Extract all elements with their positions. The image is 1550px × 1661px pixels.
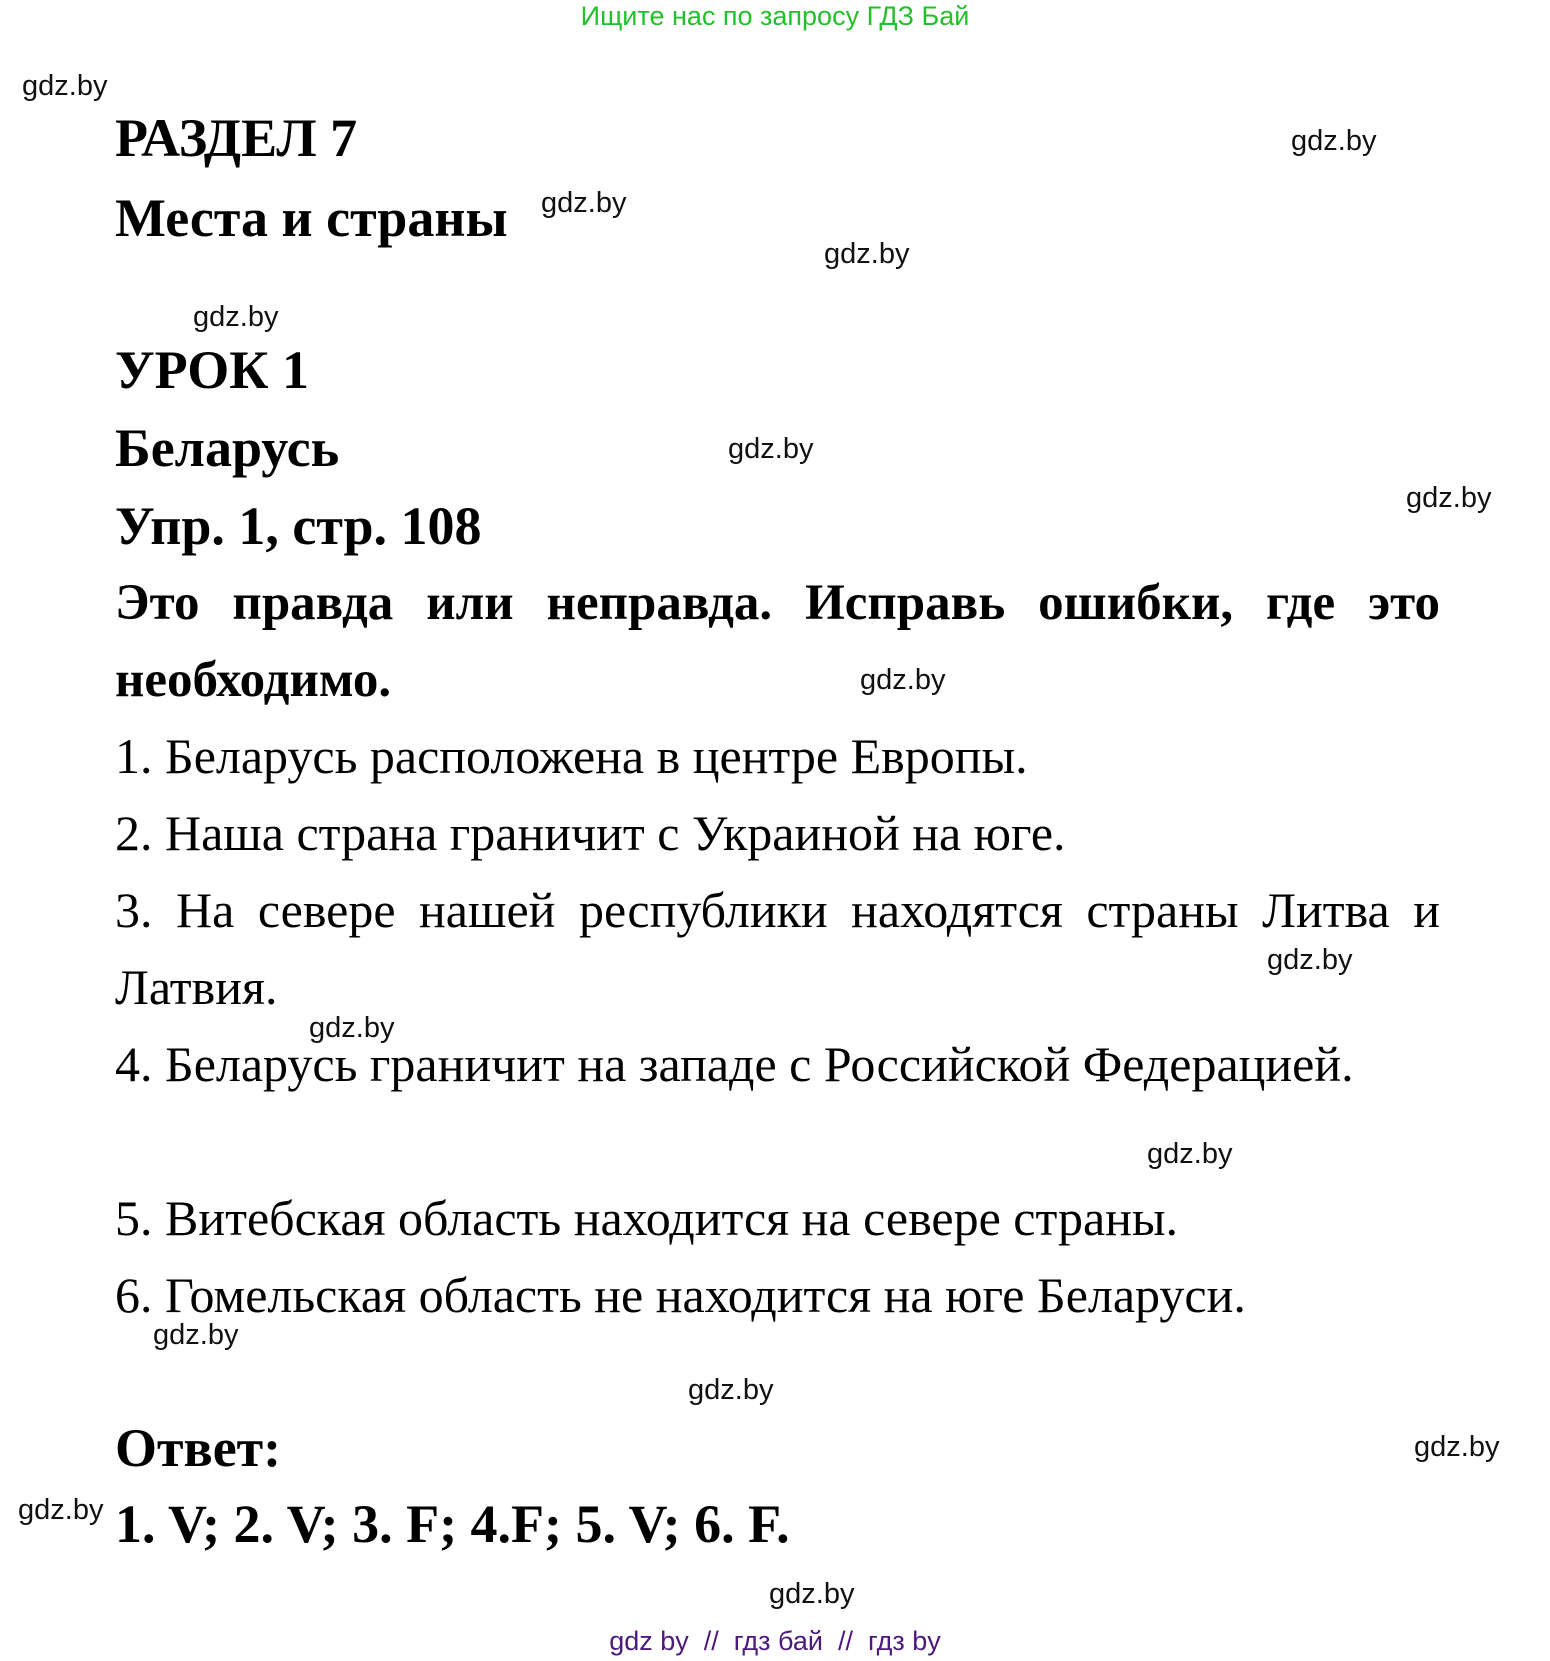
watermark: gdz.by [1291,125,1377,157]
watermark: gdz.by [193,301,279,333]
watermark: gdz.by [728,433,814,465]
section-title: Места и страны [115,188,508,248]
statement-4: 4. Беларусь граничит на западе с Российской Федерацией. [115,1036,1354,1092]
lesson-title: Беларусь [115,418,340,478]
watermark: gdz.by [769,1578,855,1610]
watermark: gdz.by [18,1494,104,1526]
statement-5: 5. Витебская область находится на севере страны. [115,1190,1178,1246]
answer-value: 1. V; 2. V; 3. F; 4.F; 5. V; 6. F. [115,1494,790,1554]
watermark: gdz.by [1414,1431,1500,1463]
watermark: gdz.by [22,70,108,102]
watermark: gdz.by [824,238,910,270]
statement-6: 6. Гомельская область не находится на юге Беларуси. [115,1267,1246,1323]
statement-1: 1. Беларусь расположена в центре Европы. [115,728,1028,784]
exercise-heading: Упр. 1, стр. 108 [115,496,482,556]
watermark: gdz.by [860,664,946,696]
statement-2: 2. Наша страна граничит с Украиной на юге. [115,805,1066,861]
watermark: gdz.by [688,1374,774,1406]
lesson-heading: УРОК 1 [115,340,309,400]
section-heading: РАЗДЕЛ 7 [115,108,358,168]
watermark: gdz.by [1147,1138,1233,1170]
watermark: gdz.by [1267,944,1353,976]
answer-label: Ответ: [115,1418,282,1478]
top-banner: Ищите нас по запросу ГДЗ Бай [580,1,970,31]
watermark: gdz.by [153,1319,239,1351]
statement-3: 3. На севере нашей республики находятся страны Литва и Латвия. [115,882,1440,1015]
task-instruction: Это правда или неправда. Исправь ошибки, где это необходимо. [115,575,1440,708]
watermark: gdz.by [541,187,627,219]
watermark: gdz.by [309,1012,395,1044]
footer-links[interactable]: gdz by // гдз бай // гдз by [609,1626,941,1656]
watermark: gdz.by [1406,482,1492,514]
